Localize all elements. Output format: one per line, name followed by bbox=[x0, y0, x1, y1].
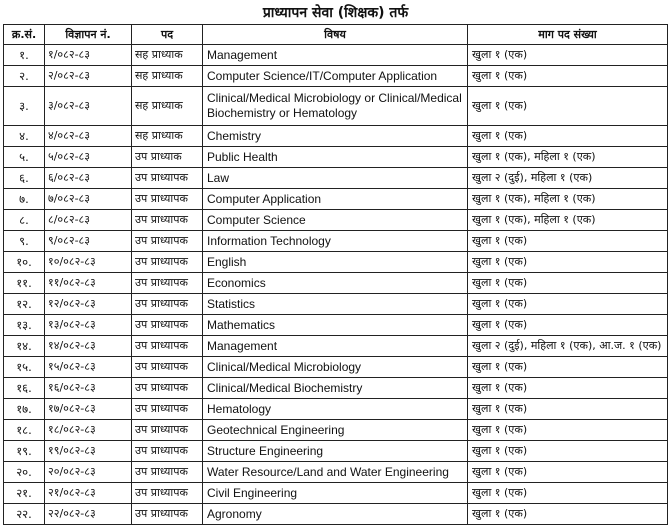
subject-name: Geotechnical Engineering bbox=[203, 420, 468, 441]
post-title: उप प्राध्यापक bbox=[132, 336, 203, 357]
post-title: उप प्राध्यापक bbox=[132, 252, 203, 273]
ad-number: १५/०८२-८३ bbox=[45, 357, 132, 378]
table-header-row bbox=[4, 25, 668, 45]
serial-number: २०. bbox=[4, 462, 45, 483]
post-title: उप प्राध्यापक bbox=[132, 483, 203, 504]
ad-number: ६/०८२-८३ bbox=[45, 168, 132, 189]
vacancy-count: खुला १ (एक) bbox=[468, 504, 668, 525]
post-title: सह प्राध्याक bbox=[132, 45, 203, 66]
table-row bbox=[4, 399, 668, 420]
vacancy-count: खुला १ (एक) bbox=[468, 378, 668, 399]
table-body bbox=[4, 45, 668, 525]
subject-name: Information Technology bbox=[203, 231, 468, 252]
subject-name: Clinical/Medical Microbiology bbox=[203, 357, 468, 378]
post-title: उप प्राध्यापक bbox=[132, 273, 203, 294]
subject-name: English bbox=[203, 252, 468, 273]
table-row bbox=[4, 378, 668, 399]
table-row bbox=[4, 441, 668, 462]
post-title: उप प्राध्यापक bbox=[132, 168, 203, 189]
subject-name: Computer Application bbox=[203, 189, 468, 210]
post-title: उप प्राध्यापक bbox=[132, 210, 203, 231]
serial-number: ११. bbox=[4, 273, 45, 294]
table-row bbox=[4, 462, 668, 483]
serial-number: ४. bbox=[4, 126, 45, 147]
subject-name: Public Health bbox=[203, 147, 468, 168]
header-quantity: माग पद संख्या bbox=[468, 25, 668, 45]
serial-number: ५. bbox=[4, 147, 45, 168]
post-title: उप प्राध्यापक bbox=[132, 441, 203, 462]
vacancy-count: खुला १ (एक) bbox=[468, 231, 668, 252]
table-row bbox=[4, 336, 668, 357]
subject-name: Law bbox=[203, 168, 468, 189]
vacancy-count: खुला १ (एक) bbox=[468, 399, 668, 420]
table-row bbox=[4, 483, 668, 504]
subject-name: Hematology bbox=[203, 399, 468, 420]
post-title: उप प्राध्यापक bbox=[132, 315, 203, 336]
serial-number: १७. bbox=[4, 399, 45, 420]
ad-number: ११/०८२-८३ bbox=[45, 273, 132, 294]
serial-number: ६. bbox=[4, 168, 45, 189]
vacancy-count: खुला १ (एक) bbox=[468, 462, 668, 483]
post-title: उप प्राध्यापक bbox=[132, 189, 203, 210]
serial-number: ८. bbox=[4, 210, 45, 231]
vacancy-count: खुला १ (एक) bbox=[468, 252, 668, 273]
subject-name: Clinical/Medical Biochemistry bbox=[203, 378, 468, 399]
post-title: सह प्राध्याक bbox=[132, 66, 203, 87]
subject-name: Chemistry bbox=[203, 126, 468, 147]
serial-number: १८. bbox=[4, 420, 45, 441]
subject-name: Mathematics bbox=[203, 315, 468, 336]
vacancy-count: खुला १ (एक) bbox=[468, 483, 668, 504]
table-row bbox=[4, 252, 668, 273]
subject-name: Computer Science bbox=[203, 210, 468, 231]
serial-number: २. bbox=[4, 66, 45, 87]
vacancy-count: खुला १ (एक) bbox=[468, 315, 668, 336]
post-title: उप प्राध्यापक bbox=[132, 399, 203, 420]
ad-number: २१/०८२-८३ bbox=[45, 483, 132, 504]
vacancy-count: खुला २ (दुई), महिला १ (एक), आ.ज. १ (एक) bbox=[468, 336, 668, 357]
serial-number: ३. bbox=[4, 87, 45, 126]
subject-name: Structure Engineering bbox=[203, 441, 468, 462]
vacancy-count: खुला १ (एक) bbox=[468, 87, 668, 126]
ad-number: २०/०८२-८३ bbox=[45, 462, 132, 483]
header-ad-no: विज्ञापन नं. bbox=[45, 25, 132, 45]
subject-name: Statistics bbox=[203, 294, 468, 315]
ad-number: १/०८२-८३ bbox=[45, 45, 132, 66]
table-row bbox=[4, 66, 668, 87]
table-row bbox=[4, 147, 668, 168]
ad-number: १३/०८२-८३ bbox=[45, 315, 132, 336]
ad-number: ८/०८२-८३ bbox=[45, 210, 132, 231]
ad-number: १४/०८२-८३ bbox=[45, 336, 132, 357]
ad-number: १८/०८२-८३ bbox=[45, 420, 132, 441]
subject-name: Management bbox=[203, 336, 468, 357]
post-title: उप प्राध्यापक bbox=[132, 462, 203, 483]
ad-number: १९/०८२-८३ bbox=[45, 441, 132, 462]
post-title: उप प्राध्यापक bbox=[132, 357, 203, 378]
subject-name: Water Resource/Land and Water Engineering bbox=[203, 462, 468, 483]
vacancy-count: खुला १ (एक), महिला १ (एक) bbox=[468, 147, 668, 168]
subject-name: Agronomy bbox=[203, 504, 468, 525]
table-row bbox=[4, 168, 668, 189]
vacancy-count: खुला १ (एक) bbox=[468, 45, 668, 66]
subject-name: Civil Engineering bbox=[203, 483, 468, 504]
vacancy-count: खुला १ (एक) bbox=[468, 66, 668, 87]
serial-number: १. bbox=[4, 45, 45, 66]
ad-number: १०/०८२-८३ bbox=[45, 252, 132, 273]
ad-number: ५/०८२-८३ bbox=[45, 147, 132, 168]
table-row bbox=[4, 87, 668, 126]
header-sn: क्र.सं. bbox=[4, 25, 45, 45]
post-title: उप प्राध्यापक bbox=[132, 420, 203, 441]
ad-number: ३/०८२-८३ bbox=[45, 87, 132, 126]
serial-number: १०. bbox=[4, 252, 45, 273]
ad-number: १६/०८२-८३ bbox=[45, 378, 132, 399]
table-row bbox=[4, 273, 668, 294]
subject-name: Computer Science/IT/Computer Application bbox=[203, 66, 468, 87]
post-title: उप प्राध्यापक bbox=[132, 504, 203, 525]
vacancy-count: खुला १ (एक), महिला १ (एक) bbox=[468, 189, 668, 210]
post-title: सह प्राध्याक bbox=[132, 87, 203, 126]
table-row bbox=[4, 357, 668, 378]
vacancy-count: खुला २ (दुई), महिला १ (एक) bbox=[468, 168, 668, 189]
subject-name: Management bbox=[203, 45, 468, 66]
vacancy-count: खुला १ (एक) bbox=[468, 420, 668, 441]
vacancy-table bbox=[3, 24, 668, 525]
ad-number: १२/०८२-८३ bbox=[45, 294, 132, 315]
serial-number: १२. bbox=[4, 294, 45, 315]
page-title: प्राध्यापन सेवा (शिक्षक) तर्फ bbox=[262, 5, 409, 21]
serial-number: १३. bbox=[4, 315, 45, 336]
post-title: उप प्राध्याक bbox=[132, 147, 203, 168]
header-post: पद bbox=[132, 25, 203, 45]
ad-number: १७/०८२-८३ bbox=[45, 399, 132, 420]
table-row bbox=[4, 210, 668, 231]
table-row bbox=[4, 420, 668, 441]
serial-number: २१. bbox=[4, 483, 45, 504]
serial-number: २२. bbox=[4, 504, 45, 525]
serial-number: १९. bbox=[4, 441, 45, 462]
vacancy-count: खुला १ (एक) bbox=[468, 357, 668, 378]
serial-number: ९. bbox=[4, 231, 45, 252]
table-row bbox=[4, 315, 668, 336]
ad-number: २/०८२-८३ bbox=[45, 66, 132, 87]
header-subject: विषय bbox=[203, 25, 468, 45]
ad-number: २२/०८२-८३ bbox=[45, 504, 132, 525]
table-row bbox=[4, 504, 668, 525]
ad-number: ४/०८२-८३ bbox=[45, 126, 132, 147]
post-title: उप प्राध्यापक bbox=[132, 294, 203, 315]
vacancy-count: खुला १ (एक) bbox=[468, 273, 668, 294]
subject-name: Economics bbox=[203, 273, 468, 294]
subject-name: Clinical/Medical Microbiology or Clinical/Medical Biochemistry or Hematology bbox=[203, 87, 468, 126]
vacancy-count: खुला १ (एक), महिला १ (एक) bbox=[468, 210, 668, 231]
post-title: सह प्राध्याक bbox=[132, 126, 203, 147]
table-row bbox=[4, 126, 668, 147]
serial-number: १४. bbox=[4, 336, 45, 357]
vacancy-count: खुला १ (एक) bbox=[468, 441, 668, 462]
serial-number: ७. bbox=[4, 189, 45, 210]
serial-number: १५. bbox=[4, 357, 45, 378]
post-title: उप प्राध्यापक bbox=[132, 378, 203, 399]
serial-number: १६. bbox=[4, 378, 45, 399]
table-row bbox=[4, 294, 668, 315]
table-row bbox=[4, 231, 668, 252]
table-row bbox=[4, 189, 668, 210]
ad-number: ९/०८२-८३ bbox=[45, 231, 132, 252]
vacancy-count: खुला १ (एक) bbox=[468, 126, 668, 147]
table-row bbox=[4, 45, 668, 66]
ad-number: ७/०८२-८३ bbox=[45, 189, 132, 210]
post-title: उप प्राध्यापक bbox=[132, 231, 203, 252]
vacancy-count: खुला १ (एक) bbox=[468, 294, 668, 315]
